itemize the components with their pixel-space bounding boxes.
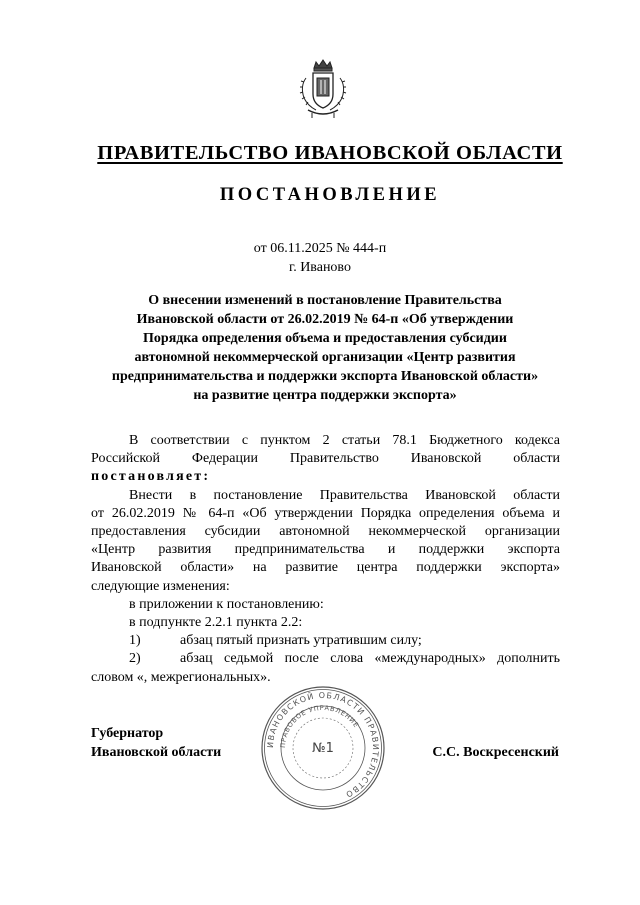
date-number: от 06.11.2025 № 444-п — [253, 241, 387, 256]
decree-word: постановляет — [91, 469, 204, 485]
signatory-name: С.С. Воскресенский — [432, 745, 559, 760]
subject-line: автономной некоммерческой организации «Центр развития — [134, 350, 516, 365]
subject-line: на развитие центра поддержки экспорта» — [193, 388, 457, 403]
body-line: словом «, межрегиональных». — [91, 669, 271, 685]
city: г. Иваново — [289, 260, 351, 275]
body-line: Российской Федерации Правительство Ивановской области — [91, 451, 560, 467]
document-meta — [0, 239, 640, 277]
body-line: предоставления субсидии автономной некоммерческой организации — [91, 524, 560, 540]
official-seal — [259, 684, 387, 812]
subject-line: О внесении изменений в постановление Правительства — [148, 293, 502, 308]
list-item-text: абзац седьмой после слова «международных» дополнить — [180, 651, 560, 667]
signatory-title-line: Ивановской области — [91, 745, 222, 760]
signatory-title — [91, 724, 221, 762]
body-line: следующие изменения: — [91, 578, 230, 594]
list-item-text: абзац пятый признать утратившим силу; — [180, 633, 422, 649]
decree-word-line — [91, 468, 560, 486]
body-line: Внести в постановление Правительства Ивановской области — [129, 487, 560, 503]
list-item-number: 1) — [129, 633, 141, 649]
list-item — [91, 650, 560, 668]
seal-ring-text: ИВАНОВСКОЙ ОБЛАСТИ ПРАВИТЕЛЬСТВО — [265, 690, 381, 800]
body-line: в подпункте 2.2.1 пункта 2.2: — [129, 615, 303, 631]
coat-of-arms-emblem — [294, 58, 352, 124]
decree-colon: : — [203, 469, 209, 485]
document-subject — [95, 291, 555, 405]
subject-line: Ивановской области от 26.02.2019 № 64-п «Об утверждении — [136, 312, 514, 327]
body-line: «Центр развития предпринимательства и поддержки экспорта — [91, 542, 560, 558]
body-line: в приложении к постановлению: — [129, 596, 324, 612]
signatory-title-line: Губернатор — [91, 726, 164, 741]
document-body — [91, 432, 560, 687]
subject-line: Порядка определения объема и предоставления субсидии — [143, 331, 507, 346]
seal-inner-text: ПРАВОВОЕ УПРАВЛЕНИЕ — [278, 703, 361, 749]
document-type-heading: ПОСТАНОВЛЕНИЕ — [219, 185, 441, 205]
subject-line: предпринимательства и поддержки экспорта Ивановской области» — [111, 369, 539, 384]
body-line: В соответствии с пунктом 2 статьи 78.1 Бюджетного кодекса — [129, 433, 560, 448]
seal-center-number: №1 — [312, 741, 334, 756]
government-title: ПРАВИТЕЛЬСТВО ИВАНОВСКОЙ ОБЛАСТИ — [97, 142, 563, 164]
list-item-number: 2) — [129, 651, 141, 667]
list-item — [91, 632, 560, 650]
body-line: от 26.02.2019 № 64-п «Об утверждении Порядка определения объема и — [91, 505, 560, 521]
body-line: Ивановской области» на развитие центра поддержки экспорта» — [91, 560, 560, 576]
